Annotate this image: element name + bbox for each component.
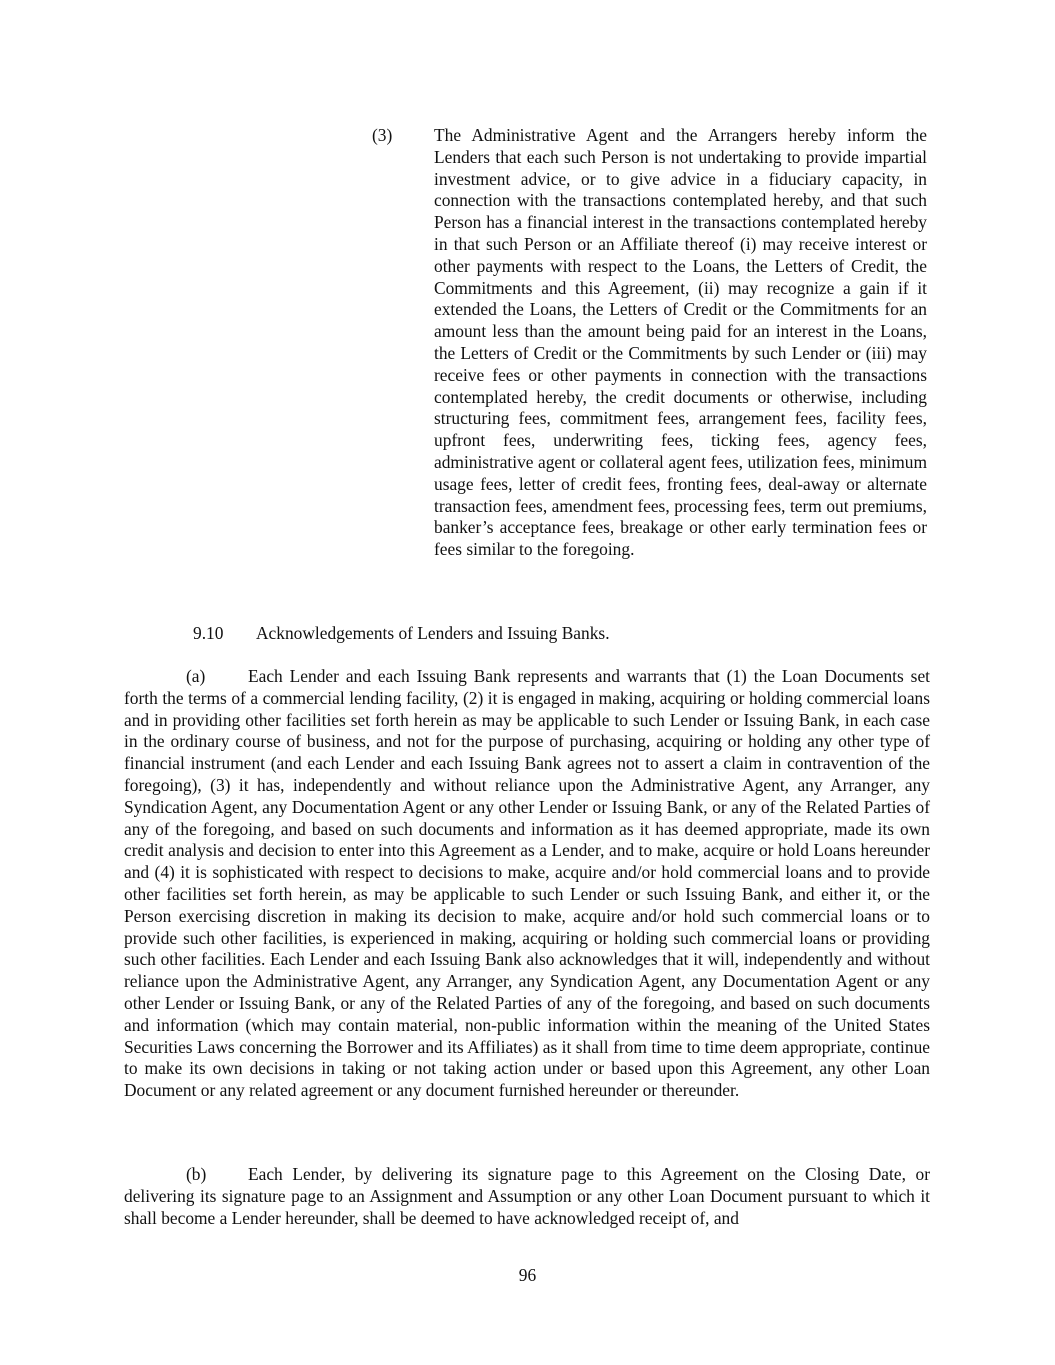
paragraph-a bbox=[124, 666, 930, 1102]
page-number: 96 bbox=[518, 1265, 537, 1285]
section-title: Acknowledgements of Lenders and Issuing Banks. bbox=[256, 623, 610, 643]
paragraph-b bbox=[124, 1164, 930, 1229]
section-number: 9.10 bbox=[193, 623, 224, 643]
section-heading-9-10 bbox=[193, 623, 893, 645]
paragraph-b-marker: (b) bbox=[186, 1164, 207, 1184]
clause-item-3-text: The Administrative Agent and the Arrangers hereby inform the Lenders that each such Person is not undertaking to provide impartial investment advice, or to give advice in a fiduciary capacity, in connection with the transactions contemplated hereby, and that such Person has a financial interest in the transactions contemplated hereby in that such Person or an Affiliate thereof (i) may receive interest or other payments with respect to the Loans, the Letters of Credit, the Commitments and this Agreement, (ii) may recognize a gain if it extended the Loans, the Letters of Credit or the Commitments for an amount less than the amount being paid for an interest in the Loans, the Letters of Credit or the Commitments by such Lender or (iii) may receive fees or other payments in connection with the transactions contemplated hereby, the credit documents or otherwise, including structuring fees, commitment fees, arrangement fees, facility fees, upfront fees, underwriting fees, ticking fees, agency fees, administrative agent or collateral agent fees, utilization fees, minimum usage fees, letter of credit fees, fronting fees, deal-away or alternate transaction fees, amendment fees, processing fees, term out premiums, banker’s acceptance fees, breakage or other early termination fees or fees similar to the foregoing. bbox=[434, 125, 927, 560]
paragraph-a-marker: (a) bbox=[186, 666, 206, 686]
clause-item-3 bbox=[372, 125, 927, 561]
clause-item-3-marker: (3) bbox=[372, 125, 393, 145]
paragraph-b-text: Each Lender, by delivering its signature page to this Agreement on the Closing Date, or delivering its signature page to an Assignment and Assumption or any other Loan Document pursuant to which it shall become a Lender hereunder, shall be deemed to have acknowledged receipt of, and bbox=[124, 1164, 930, 1228]
paragraph-a-text: Each Lender and each Issuing Bank represents and warrants that (1) the Loan Documents set forth the terms of a commercial lending facility, (2) it is engaged in making, acquiring or holding commercial loans and in providing other facilities set forth herein as may be applicable to such Lender or Issuing Bank, in each case in the ordinary course of business, and not for the purpose of purchasing, acquiring or holding any other type of financial instrument (and each Lender and each Issuing Bank agrees not to assert a claim in contravention of the foregoing), (3) it has, independently and without reliance upon the Administrative Agent, any Arranger, any Syndication Agent, any Documentation Agent or any other Lender or Issuing Bank, or any of the Related Parties of any of the foregoing, and based on such documents and information as it has deemed appropriate, made its own credit analysis and decision to enter into this Agreement as a Lender, and to make, acquire or hold Loans hereunder and (4) it is sophisticated with respect to decisions to make, acquire and/or hold commercial loans and to provide other facilities set forth herein, as may be applicable to such Lender or such Issuing Bank, and either it, or the Person exercising discretion in making its decision to make, acquire and/or hold such commercial loans or to provide such other facilities, is experienced in making, acquiring or holding such commercial loans or providing such other facilities. Each Lender and each Issuing Bank also acknowledges that it will, independently and without reliance upon the Administrative Agent, any Arranger, any Syndication Agent, any Documentation Agent or any other Lender or Issuing Bank, or any of the Related Parties of any of the foregoing, and based on such documents and information (which may contain material, non-public information within the meaning of the United States Securities Laws concerning the Borrower and its Affiliates) as it shall from time to time deem appropriate, continue to make its own decisions in taking or not taking action under or based upon this Agreement, any other Loan Document or any related agreement or any document furnished hereunder or thereunder. bbox=[124, 666, 930, 1101]
